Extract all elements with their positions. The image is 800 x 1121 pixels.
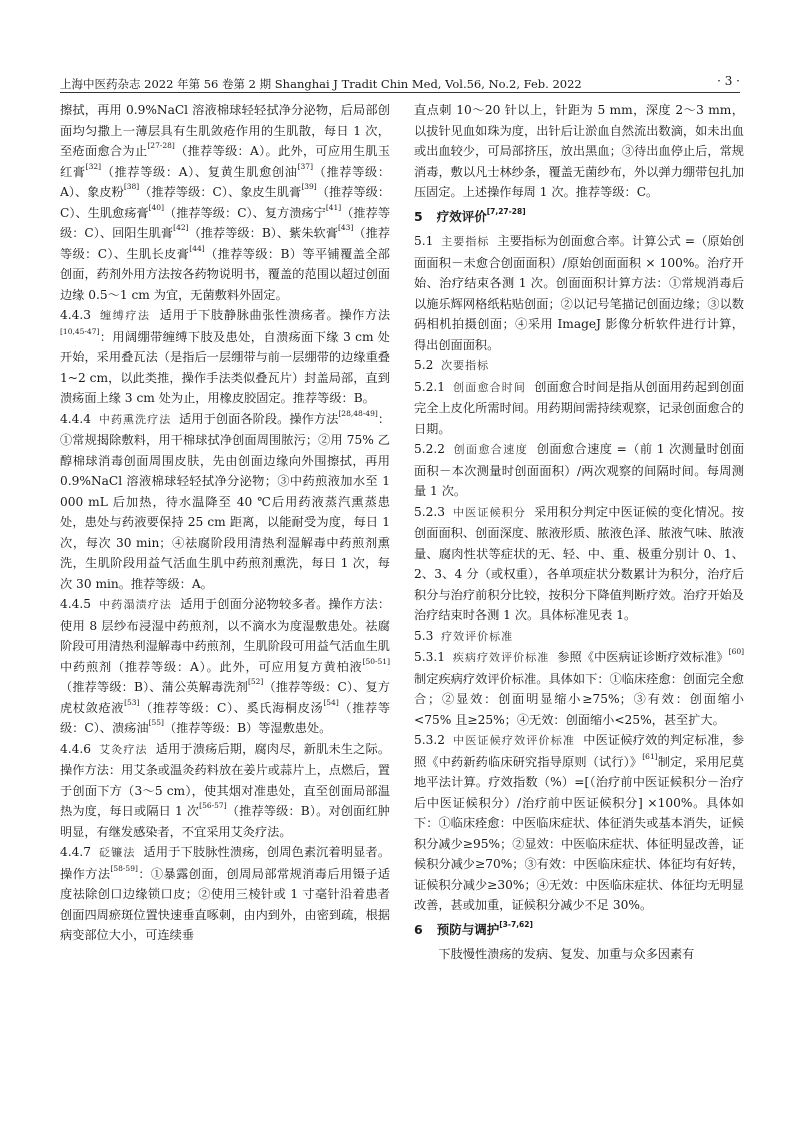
journal-citation: 上海中医药杂志 2022 年第 56 卷第 2 期 Shanghai J Tradit Chin Med, Vol.56, No.2, Feb. 2022: [60, 77, 582, 91]
section-5-2-heading: 5.2 次要指标: [414, 358, 490, 372]
section-5-1: 5.1 主要指标 主要指标为创面愈合率。计算公式 =（原始创面面积－未愈合创面面积）/原始创面面积 × 100%。治疗开始、治疗结束各测 1 次。创面面积计算方法：①常规消毒后以施乐辉网格纸粘贴创面；②以记号笔描记创面边缘；③以数码相机拍摄创面；④采用 ImageJ 影像分析软件进行计算，得出创面面积。: [414, 234, 745, 352]
section-4-4-6: 4.4.6 艾灸疗法 适用于溃疡后期，腐肉尽，新肌未生之际。操作方法：用艾条或温灸药料放在姜片或蒜片上，点燃后，置于创面下方（3～5 cm），使其烟对准患处，直至创面局部温热为度，每日或隔日 1 次[56-57]（推荐等级：B）。对创面红肿明显，有继发感染者，不宜采用艾灸疗法。: [60, 741, 391, 839]
section-4-4-5: 4.4.5 中药溻渍疗法 适用于创面分泌物较多者。操作方法：使用 8 层纱布浸湿中药煎剂，以不滴水为度湿敷患处。祛腐阶段可用清热利湿解毒中药煎剂，生肌阶段可用益气活血生肌中药煎剂（推荐等级：A）。此外，可应用复方黄柏液[50-51]（推荐等级：B）、蒲公英解毒洗剂[52]（推荐等级：C）、复方虎杖敛疮液[53]（推荐等级：C）、奚氏海桐皮汤[54]（推荐等级：C）、溃疡油[55]（推荐等级：B）等湿敷患处。: [60, 597, 391, 735]
section-5-3-1: 5.3.1 疾病疗效评价标准 参照《中医病证诊断疗效标准》[60]制定疾病疗效评价标准。具体如下：①临床痊愈：创面完全愈合；②显效：创面明显缩小≥75%；③有效：创面缩小<75% 且≥25%；④无效：创面缩小<25%，甚至扩大。: [414, 647, 745, 727]
section-title: 疾病疗效评价标准: [452, 651, 550, 664]
running-header: [60, 74, 740, 93]
section-5-3-heading: 5.3 疗效评价标准: [414, 628, 514, 643]
section-title: 缠缚疗法: [100, 309, 151, 322]
left-column: [60, 100, 390, 946]
section-4-4-3: 4.4.3 缠缚疗法 适用于下肢静脉曲张性溃疡者。操作方法[10,45-47]：用阔绷带缠缚下肢及患处，自溃疡面下缘 3 cm 处开始，采用叠瓦法（是指后一层绷带与前一层绷带的边缘重叠 1~2 cm，以此类推，操作手法类似叠瓦片）封盖局部，直到溃疡面上缘 3 cm 处为止，用橡皮胶固定。推荐等级：B。: [60, 308, 391, 405]
section-title: 创面愈合速度: [453, 443, 529, 456]
section-title: 疗效评价标准: [441, 629, 514, 643]
section-title: 艾灸疗法: [99, 742, 148, 756]
section-title: 砭镰法: [99, 846, 136, 859]
section-title: 中药溻渍疗法: [99, 598, 173, 611]
section-6-text: 下肢慢性溃疡的发病、复发、加重与众多因素有: [438, 947, 695, 961]
section-5-2-2: 5.2.2 创面愈合速度 创面愈合速度 =（前 1 次测量时创面面积－本次测量时创面面积）/两次观察的间隔时间。每周测量 1 次。: [414, 442, 745, 498]
right-column: [414, 100, 744, 965]
section-title: 次要指标: [441, 359, 490, 372]
section-5-2-3: 5.2.3 中医证候积分 采用积分判定中医证候的变化情况。按创面面积、创面深度、脓液形质、脓液色泽、脓液气味、脓液量、腐肉性状等症状的无、轻、中、重、极重分别计 0、1、2、3、4 分（或权重），各单项症状分数累计为积分，治疗后积分与治疗前积分比较，按积分下降值判断疗效。治疗开始及治疗结束时各测 1 次。具体标准见表 1。: [414, 504, 745, 622]
section-title: 中医证候疗效评价标准: [453, 734, 576, 747]
section-5-2-1: 5.2.1 创面愈合时间 创面愈合时间是指从创面用药起到创面完全上皮化所需时间。用药期间需持续观察，记录创面愈合的日期。: [414, 379, 745, 436]
section-title: 主要指标: [441, 235, 490, 248]
section-title: 中医证候积分: [453, 505, 527, 519]
section-4-4-4: 4.4.4 中药熏洗疗法 适用于创面各阶段。操作方法[28,48-49]：①常规揭除敷料，用干棉球拭净创面周围脓污；②用 75% 乙醇棉球消毒创面周围皮肤，先由创面边缘向外围擦拭，再用 0.9%NaCl 溶液棉球轻轻拭净分泌物；③中药煎液加水至 1 000 mL 后加热，待水温降至 40 ℃后用药液蒸汽熏蒸患处，患处与药液要保持 25 cm 距离，以能耐受为度，每日 1 次，每次 30 min；④祛腐阶段用清热利湿解毒中药煎剂熏洗，生肌阶段用益气活血生肌中药煎剂熏洗，每日 1 次，每次 30 min。推荐等级：A。: [60, 408, 391, 591]
paragraph-continued: 直点刺 10～20 针以上，针距为 5 mm，深度 2～3 mm，以拔针见血如珠为度，出针后让淤血自然流出数滴，如未出血或出血较少，可局部挤压，放出黑血；③待出血停止后，常规消毒，敷以凡士林纱条，覆盖无菌纱布，外以弹力绷带包扎加压固定。上述操作每周 1 次。推荐等级：C。: [414, 103, 744, 199]
section-5-heading: 5 疗效评价[7,27-28]: [414, 206, 526, 224]
page-number: · 3 ·: [717, 74, 740, 88]
section-title: 创面愈合时间: [453, 380, 527, 394]
section-6-heading: 6 预防与调护[3-7,62]: [414, 919, 533, 937]
section-title: 中药熏洗疗法: [98, 412, 172, 426]
section-4-4-7: 4.4.7 砭镰法 适用于下肢脉性溃疡，创周色素沉着明显者。操作方法[58-59]：①暴露创面，创周局部常规消毒后用镊子适度祛除创口边缘锁口皮；②使用三棱针或 1 寸毫针沿着患者创面四周瘀斑位置快速垂直啄刺，由内到外，由密到疏，根据病变部位大小，可连续垂: [60, 845, 391, 942]
section-5-3-2: 5.3.2 中医证候疗效评价标准 中医证候疗效的判定标准，参照《中药新药临床研究指导原则（试行）》[61]制定，采用尼莫地平法计算。疗效指数（%）=[（治疗前中医证候积分－治疗后中医证候积分）/治疗前中医证候积分] ×100%。具体如下：①临床痊愈：中医临床症状、体征消失或基本消失，证候积分减少≥95%；②显效：中医临床症状、体征明显改善，证候积分减少≥70%；③有效：中医临床症状、体征均有好转，证候积分减少≥30%；④无效：中医临床症状、体征均无明显改善，甚或加重，证候积分减少不足 30%。: [414, 733, 745, 912]
paragraph-dressing: 擦拭，再用 0.9%NaCl 溶液棉球轻轻拭净分泌物，后局部创面均匀撒上一薄层具有生肌敛疮作用的生肌散，每日 1 次，至疮面愈合为止[27-28]（推荐等级：A）。此外，可应用生肌玉红膏[32]（推荐等级：A）、复黄生肌愈创油[37]（推荐等级：A）、象皮粉[38]（推荐等级：C）、象皮生肌膏[39]（推荐等级：C）、生肌愈疡膏[40]（推荐等级：C）、复方溃疡宁[41]（推荐等级：C）、回阳生肌膏[42]（推荐等级：B）、紫朱软膏[43]（推荐等级：C）、生肌长皮膏[44]（推荐等级：B）等平铺覆盖全部创面，药剂外用方法按各药物说明书，覆盖的范围以超过创面边缘 0.5～1 cm 为宜，无菌敷料外固定。: [60, 103, 391, 302]
